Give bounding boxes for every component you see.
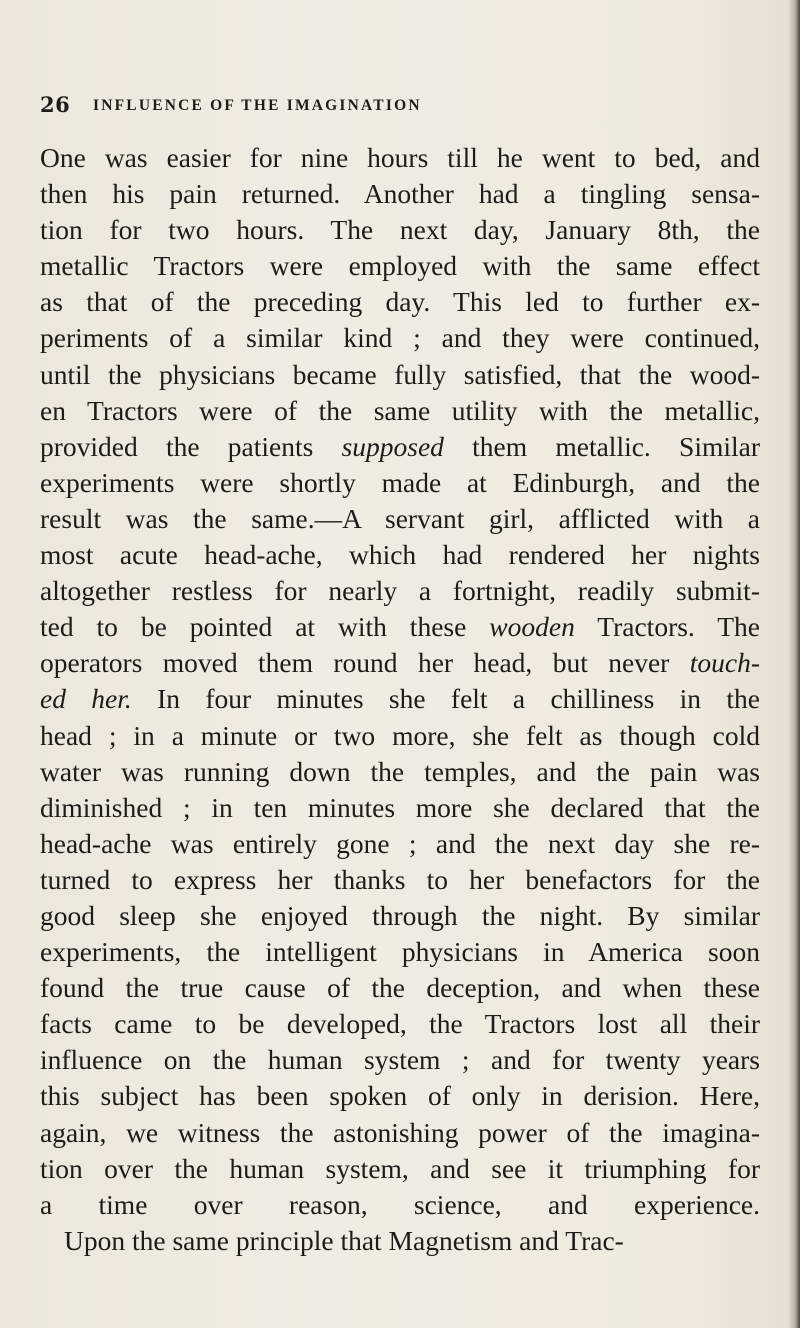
text-segment: this subject has been spoken of only in derision. Here, [40, 1080, 760, 1112]
text-segment: diminished ; in ten minutes more she declared that the [40, 791, 760, 823]
text-line [40, 212, 760, 248]
text-line [40, 970, 760, 1006]
text-segment: water was running down the temples, and the pain was [40, 755, 760, 787]
text-segment: Tractors. The [574, 611, 760, 643]
text-line [40, 790, 760, 826]
text-segment: metallic Tractors were employed with the same effect [40, 250, 760, 282]
text-segment: experiments, the intelligent physicians in America soon [40, 936, 760, 968]
text-line [40, 1078, 760, 1114]
text-segment: head ; in a minute or two more, she felt as though cold [40, 719, 760, 751]
text-line [40, 1115, 760, 1151]
text-line [40, 176, 760, 212]
text-segment: operators moved them round her head, but never [40, 647, 690, 679]
text-segment: periments of a similar kind ; and they were continued, [40, 322, 760, 354]
text-line [40, 357, 760, 393]
text-line [40, 573, 760, 609]
running-head: INFLUENCE OF THE IMAGINATION [93, 97, 422, 114]
text-segment: ted to be pointed at with these [40, 611, 490, 643]
text-segment: until the physicians became fully satisfied, that the wood- [40, 358, 760, 390]
text-line [40, 681, 760, 717]
text-line [40, 609, 760, 645]
text-segment: found the true cause of the deception, and when these [40, 972, 760, 1004]
text-segment: experiments were shortly made at Edinburgh, and the [40, 466, 760, 498]
text-segment: tion over the human system, and see it triumphing for [40, 1152, 760, 1184]
italic-text: touch- [689, 647, 760, 679]
text-segment: most acute head-ache, which had rendered her nights [40, 539, 760, 571]
text-segment: head-ache was entirely gone ; and the next day she re- [40, 827, 760, 859]
text-segment: a time over reason, science, and experience. [40, 1188, 760, 1220]
text-line [40, 754, 760, 790]
text-segment: as that of the preceding day. This led to further ex- [40, 286, 760, 318]
text-segment: them metallic. Similar [443, 430, 761, 462]
text-line [40, 718, 760, 754]
text-line [40, 537, 760, 573]
text-segment: turned to express her thanks to her benefactors for the [40, 863, 760, 895]
text-line [40, 320, 760, 356]
text-line [40, 429, 760, 465]
text-line [40, 826, 760, 862]
text-segment: One was easier for nine hours till he went to bed, and [40, 142, 760, 173]
text-line [40, 862, 760, 898]
page-edge-shadow [788, 0, 800, 1328]
text-line [40, 1042, 760, 1078]
text-segment: facts came to be developed, the Tractors lost all their [40, 1008, 760, 1040]
text-line [40, 1187, 760, 1223]
text-line [40, 1006, 760, 1042]
text-segment: then his pain returned. Another had a tingling sensa- [40, 178, 760, 210]
page-header [40, 93, 760, 117]
text-segment: influence on the human system ; and for twenty years [40, 1044, 760, 1076]
text-line [40, 1223, 760, 1259]
text-line [40, 140, 760, 176]
text-line [40, 284, 760, 320]
italic-text: wooden [489, 611, 575, 643]
text-segment: good sleep she enjoyed through the night. By similar [40, 899, 760, 931]
text-segment: Upon the same principle that Magnetism and Trac- [64, 1224, 624, 1256]
text-line [40, 898, 760, 934]
text-line [40, 501, 760, 537]
text-segment: altogether restless for nearly a fortnight, readily submit- [40, 575, 760, 607]
text-segment: In four minutes she felt a chilliness in the [131, 683, 760, 715]
text-segment: en Tractors were of the same utility with the metallic, [40, 394, 760, 426]
body-text [40, 140, 760, 1259]
text-line [40, 248, 760, 284]
text-line [40, 934, 760, 970]
text-segment: provided the patients [40, 430, 342, 462]
text-line [40, 1151, 760, 1187]
text-line [40, 465, 760, 501]
italic-text: supposed [341, 430, 444, 462]
text-line [40, 393, 760, 429]
text-line [40, 645, 760, 681]
text-segment: again, we witness the astonishing power of the imagina- [40, 1116, 760, 1148]
text-segment: tion for two hours. The next day, January 8th, the [40, 214, 760, 246]
page-number: 26 [40, 92, 71, 117]
text-segment: result was the same.—A servant girl, afflicted with a [40, 502, 760, 534]
italic-text: ed her. [40, 683, 132, 715]
